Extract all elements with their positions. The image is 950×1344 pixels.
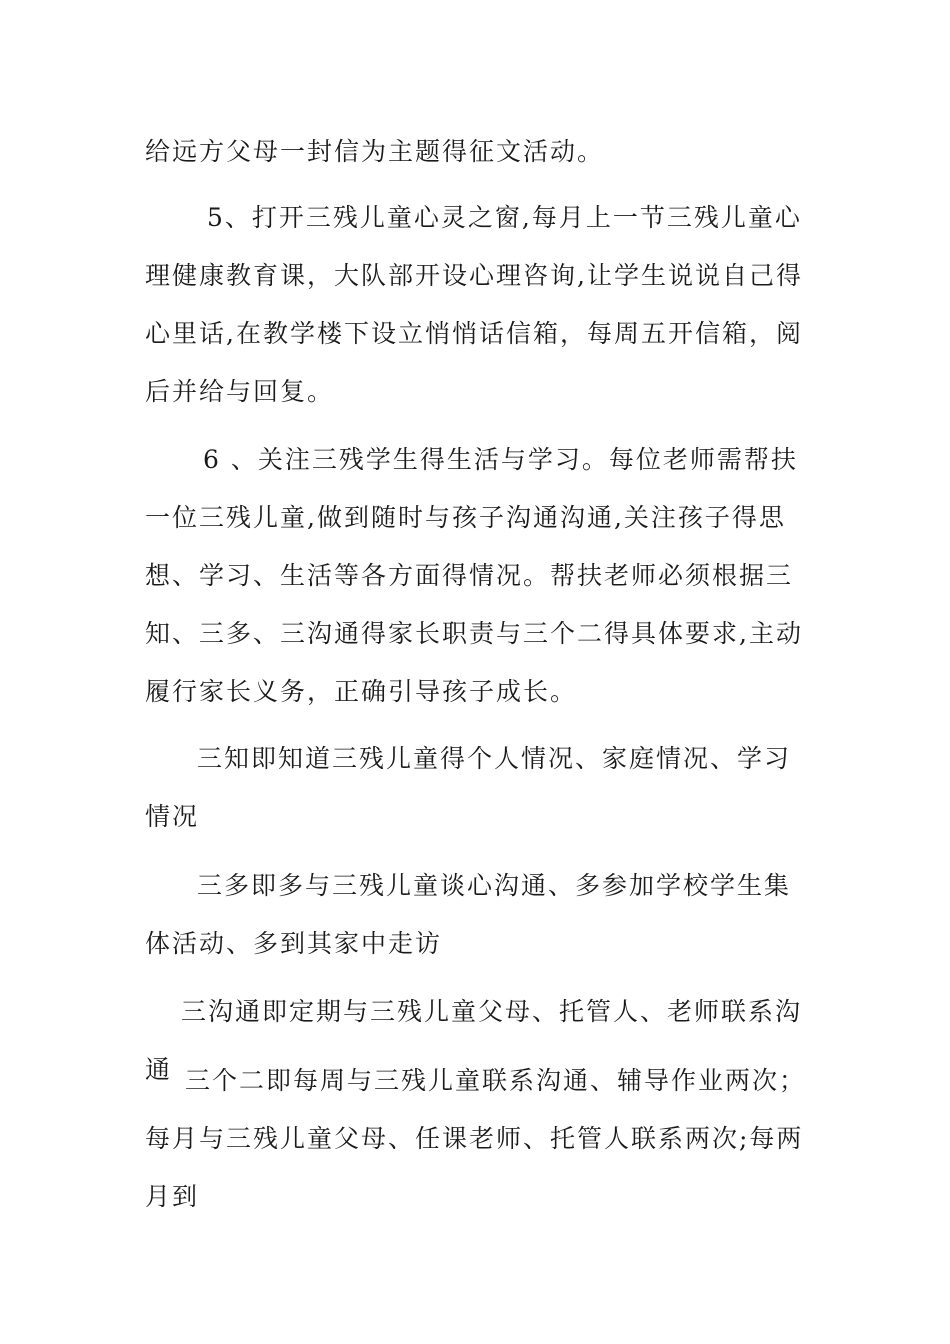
paragraph-item-6: 6 、关注三残学生得生活与学习。每位老师需帮扶一位三残儿童,做到随时与孩子沟通沟通,关注孩子得思想、学习、生活等各方面得情况。帮扶老师必须根据三知、三多、三沟通得家长职责与三个二得具体要求,主动履行家长义务，正确引导孩子成长。 bbox=[145, 445, 803, 706]
paragraph-essay-activity: 给远方父母一封信为主题得征文活动。 bbox=[145, 137, 605, 166]
paragraph-three-communications: 三沟通即定期与三残儿童父母、托管人、老师联系沟通 bbox=[145, 997, 803, 1084]
paragraph-three-mores: 三多即多与三残儿童谈心沟通、多参加学校学生集体活动、多到其家中走访 bbox=[145, 871, 792, 958]
paragraph-three-knows: 三知即知道三残儿童得个人情况、家庭情况、学习情况 bbox=[145, 744, 792, 831]
paragraph-item-5: 5、打开三残儿童心灵之窗,每月上一节三残儿童心理健康教育课，大队部开设心理咨询,让学生说说自己得心里话,在教学楼下设立悄悄话信箱，每周五开信箱，阅后并给与回复。 bbox=[145, 203, 803, 406]
paragraph-three-twos: 三个二即每周与三残儿童联系沟通、辅导作业两次；每月与三残儿童父母、任课老师、托管人联系两次;每两月到 bbox=[145, 1066, 807, 1211]
